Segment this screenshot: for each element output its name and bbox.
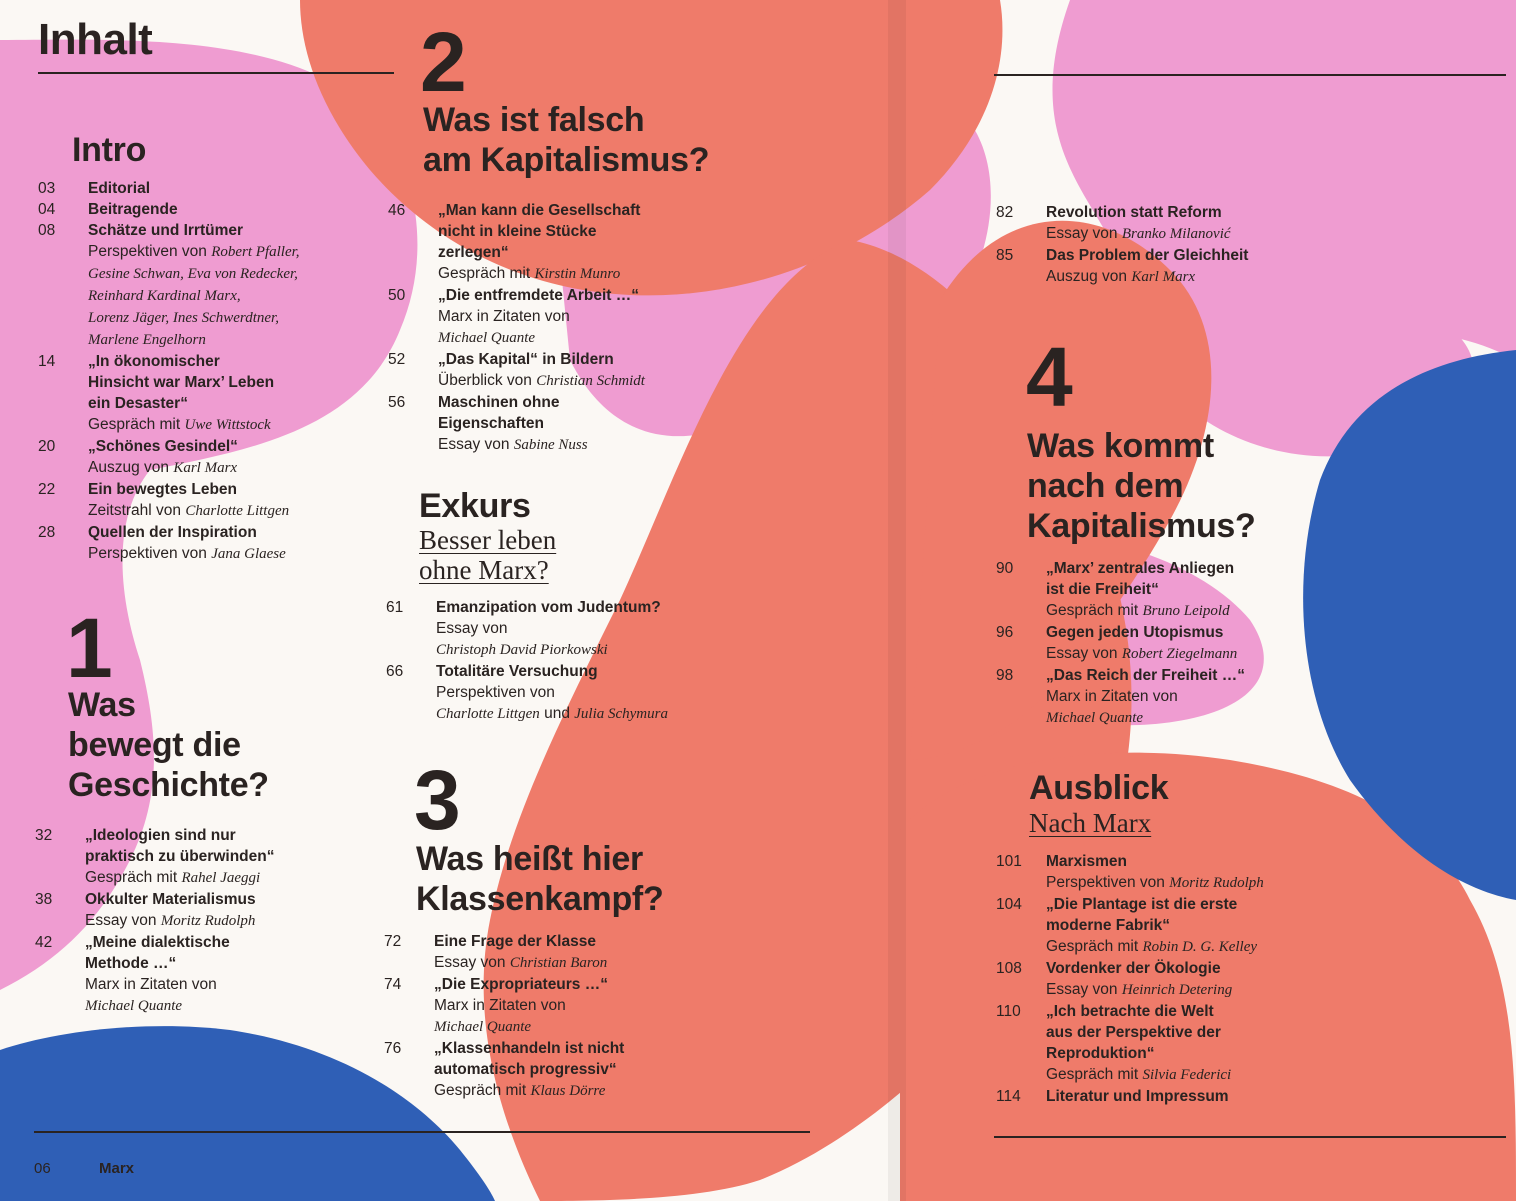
toc-entry-authors: Heinrich Detering: [1121, 982, 1233, 998]
toc-entry-authors: Jana Glaese: [211, 546, 286, 562]
right-top-list: [996, 202, 1336, 288]
toc-entry: [996, 958, 1336, 1001]
toc-entry-authors: Robert Pfaller, Gesine Schwan, Eva von Redecker, Reinhard Kardinal Marx, Lorenz Jäger, Ines Schwerdtner, Marlene Engelhorn: [88, 244, 300, 348]
section-number-1: 1: [66, 601, 111, 695]
ausblick-list: [996, 851, 1336, 1107]
toc-page-number: 08: [38, 222, 56, 239]
toc-entry-authors: Branko Milanović: [1121, 226, 1231, 242]
intro-list: [38, 178, 368, 565]
footer-rule-left: [34, 1131, 810, 1133]
section-title-ausblick: Ausblick: [1029, 769, 1169, 807]
toc-entry-type: Gespräch mit: [1046, 938, 1143, 955]
toc-entry-title: Das Problem der Gleichheit: [1046, 247, 1249, 264]
toc-entry-description: [438, 263, 728, 285]
toc-entry-type: Essay von: [1046, 981, 1122, 998]
toc-entry-title: „Das Reich der Freiheit …“: [1046, 667, 1245, 684]
toc-entry-title: Emanzipation vom Judentum?: [436, 599, 661, 616]
toc-entry-description: [85, 910, 365, 932]
section-2-list: [388, 200, 728, 456]
toc-entry: [996, 665, 1336, 729]
toc-entry-type: Gespräch mit: [438, 265, 535, 282]
toc-page-number: 38: [35, 891, 53, 908]
header-rule-left: [38, 72, 394, 74]
toc-entry-title: Editorial: [88, 180, 151, 197]
toc-entry-type: Essay von: [1046, 225, 1122, 242]
toc-page-number: 85: [996, 247, 1014, 264]
toc-entry-type: Gespräch mit: [88, 416, 185, 433]
toc-entry-description: [1046, 643, 1336, 665]
section-title-1: Was bewegt die Geschichte?: [68, 686, 269, 804]
toc-page-number: 50: [388, 287, 406, 304]
toc-entry-description: [1046, 686, 1336, 729]
toc-entry: [996, 622, 1336, 665]
toc-page-number: 52: [388, 351, 406, 368]
section-subtitle-ausblick: Nach Marx: [1029, 808, 1152, 838]
toc-entry: [996, 202, 1336, 245]
toc-page-number: 82: [996, 204, 1014, 221]
section-1-list: [35, 825, 365, 1017]
toc-entry-authors: Christoph David Piorkowski: [436, 642, 608, 658]
toc-entry-title: Beitragende: [88, 201, 178, 218]
toc-entry: [35, 889, 365, 932]
toc-entry-type: Essay von: [438, 436, 514, 453]
toc-entry-authors: Klaus Dörre: [530, 1083, 606, 1099]
toc-entry-type: Essay von: [436, 620, 508, 637]
toc-entry-type: Gespräch mit: [85, 869, 182, 886]
toc-entry-type: Gespräch mit: [1046, 1066, 1143, 1083]
toc-entry-title: „In ökonomischer Hinsicht war Marx’ Leben ein Desaster“: [88, 353, 275, 412]
toc-entry-authors: Kirstin Munro: [534, 266, 621, 282]
toc-entry-type: Essay von: [434, 954, 510, 971]
toc-entry-authors: Christian Schmidt: [536, 373, 645, 389]
toc-entry-description: [88, 241, 368, 351]
toc-entry: [384, 974, 724, 1038]
exkurs-list: [386, 597, 726, 725]
toc-entry-authors: Michael Quante: [1046, 710, 1144, 726]
toc-entry-title: Schätze und Irrtümer: [88, 222, 244, 239]
toc-entry-conjunction: und: [539, 705, 575, 722]
toc-entry-authors: Moritz Rudolph: [160, 913, 256, 929]
toc-page-number: 98: [996, 667, 1014, 684]
toc-page-number: 110: [996, 1003, 1021, 1020]
toc-entry-type: Perspektiven von: [1046, 874, 1170, 891]
section-number-4: 4: [1026, 330, 1071, 424]
section-title-exkurs: Exkurs: [419, 487, 531, 525]
toc-entry-description: [1046, 936, 1336, 958]
toc-entry-title: „Die entfremdete Arbeit …“: [438, 287, 639, 304]
toc-entry-authors: Julia Schymura: [574, 706, 668, 722]
toc-entry-type: Auszug von: [88, 459, 174, 476]
section-title-4: Was kommt nach dem Kapitalismus?: [1027, 427, 1256, 545]
toc-entry-title: Maschinen ohne Eigenschaften: [438, 394, 560, 432]
toc-entry: [996, 245, 1336, 288]
toc-entry: [38, 479, 368, 522]
toc-entry-type: Marx in Zitaten von: [85, 976, 217, 993]
toc-entry-description: [434, 1080, 724, 1102]
page-gutter-shadow: [888, 0, 906, 1201]
toc-page-number: 104: [996, 896, 1022, 913]
toc-entry-authors: Michael Quante: [438, 330, 536, 346]
toc-entry-description: [436, 618, 726, 661]
toc-entry: [388, 200, 728, 285]
toc-entry: [38, 522, 368, 565]
toc-entry-title: „Marx’ zentrales Anliegen ist die Freiheit“: [1046, 560, 1235, 598]
toc-page-number: 90: [996, 560, 1014, 577]
toc-page-number: 03: [38, 180, 56, 197]
toc-entry-title: „Ich betrachte die Welt aus der Perspektive der Reproduktion“: [1046, 1003, 1221, 1062]
toc-entry-description: [1046, 979, 1336, 1001]
toc-entry-description: [1046, 600, 1336, 622]
toc-entry-type: Gespräch mit: [1046, 602, 1143, 619]
toc-entry-title: „Ideologien sind nur praktisch zu überwinden“: [85, 827, 275, 865]
toc-page-number: 66: [386, 663, 404, 680]
toc-entry: [996, 1001, 1336, 1086]
toc-entry-type: Marx in Zitaten von: [434, 997, 566, 1014]
toc-entry: [996, 1086, 1336, 1107]
toc-page-number: 72: [384, 933, 402, 950]
toc-entry-title: Literatur und Impressum: [1046, 1088, 1229, 1105]
toc-page-number: 74: [384, 976, 402, 993]
toc-entry-description: [438, 370, 728, 392]
toc-entry: [996, 894, 1336, 958]
toc-entry: [388, 392, 728, 456]
toc-entry-description: [88, 414, 368, 436]
section-subtitle-exkurs: Besser leben ohne Marx?: [419, 525, 557, 585]
toc-entry-description: [434, 952, 724, 974]
toc-entry-type: Zeitstrahl von: [88, 502, 186, 519]
section-number-2: 2: [420, 15, 465, 109]
toc-entry-type: Marx in Zitaten von: [1046, 688, 1178, 705]
toc-entry-description: [1046, 1064, 1336, 1086]
page-title: Inhalt: [38, 15, 153, 64]
toc-entry: [35, 825, 365, 889]
toc-entry: [386, 597, 726, 661]
toc-entry-type: Überblick von: [438, 372, 537, 389]
toc-entry-description: [436, 682, 726, 725]
toc-entry-description: [88, 457, 368, 479]
toc-page-number: 42: [35, 934, 53, 951]
toc-entry-description: [88, 543, 368, 565]
toc-entry-description: [1046, 266, 1336, 288]
toc-entry-description: [85, 867, 365, 889]
toc-entry-authors: Karl Marx: [1131, 269, 1196, 285]
toc-entry-type: Perspektiven von: [88, 243, 212, 260]
section-4-list: [996, 558, 1336, 729]
toc-entry-authors: Robert Ziegelmann: [1121, 646, 1238, 662]
toc-entry: [386, 661, 726, 725]
toc-entry-title: „Schönes Gesindel“: [88, 438, 238, 455]
footer-page-number: 06: [34, 1160, 51, 1177]
toc-entry-title: Revolution statt Reform: [1046, 204, 1222, 221]
section-3-list: [384, 931, 724, 1102]
toc-entry-authors: Uwe Wittstock: [184, 417, 271, 433]
toc-entry-description: [88, 500, 368, 522]
toc-entry: [38, 220, 368, 351]
toc-entry-authors: Karl Marx: [173, 460, 238, 476]
footer-rule-right: [994, 1136, 1506, 1138]
toc-page-number: 61: [386, 599, 404, 616]
toc-entry-description: [438, 306, 728, 349]
toc-entry: [38, 436, 368, 479]
toc-entry-description: [1046, 872, 1336, 894]
toc-entry: [38, 199, 368, 220]
section-number-3: 3: [414, 753, 459, 847]
toc-entry-type: Auszug von: [1046, 268, 1132, 285]
toc-entry-title: „Meine dialektische Methode …“: [85, 934, 230, 972]
toc-entry-type: Marx in Zitaten von: [438, 308, 570, 325]
toc-entry: [996, 558, 1336, 622]
toc-entry-title: Eine Frage der Klasse: [434, 933, 596, 950]
toc-page-number: 56: [388, 394, 406, 411]
toc-entry-title: Quellen der Inspiration: [88, 524, 257, 541]
toc-page-number: 28: [38, 524, 56, 541]
toc-entry-description: [434, 995, 724, 1038]
toc-entry-authors: Michael Quante: [434, 1019, 532, 1035]
toc-entry-title: Marxismen: [1046, 853, 1127, 870]
toc-entry-type: Perspektiven von: [436, 684, 555, 701]
toc-entry-type: Gespräch mit: [434, 1082, 531, 1099]
toc-entry: [38, 351, 368, 436]
toc-entry-authors: Bruno Leipold: [1142, 603, 1230, 619]
toc-entry-description: [85, 974, 365, 1017]
section-title-intro: Intro: [72, 131, 147, 169]
toc-entry: [996, 851, 1336, 894]
toc-entry-title: Totalitäre Versuchung: [436, 663, 598, 680]
toc-entry-authors: Sabine Nuss: [513, 437, 588, 453]
toc-entry-authors: Charlotte Littgen: [436, 706, 540, 722]
toc-page-number: 14: [38, 353, 56, 370]
toc-entry-title: „Klassenhandeln ist nicht automatisch progressiv“: [434, 1040, 625, 1078]
toc-entry-title: „Die Expropriateurs …“: [434, 976, 608, 993]
toc-page-number: 04: [38, 201, 56, 218]
toc-entry-title: „Das Kapital“ in Bildern: [438, 351, 614, 368]
toc-entry-title: „Die Plantage ist die erste moderne Fabrik“: [1046, 896, 1238, 934]
toc-entry-type: Essay von: [85, 912, 161, 929]
toc-entry: [388, 285, 728, 349]
toc-entry: [388, 349, 728, 392]
toc-entry-authors: Michael Quante: [85, 998, 183, 1014]
toc-entry: [384, 931, 724, 974]
toc-entry-authors: Moritz Rudolph: [1169, 875, 1264, 891]
toc-entry-title: Gegen jeden Utopismus: [1046, 624, 1224, 641]
section-title-3: Was heißt hier Klassenkampf?: [416, 840, 664, 918]
toc-entry: [38, 178, 368, 199]
toc-entry-description: [1046, 223, 1336, 245]
toc-entry-title: Ein bewegtes Leben: [88, 481, 238, 498]
toc-entry: [384, 1038, 724, 1102]
toc-entry-title: Okkulter Materialismus: [85, 891, 256, 908]
toc-entry-authors: Charlotte Littgen: [185, 503, 290, 519]
toc-entry-authors: Rahel Jaeggi: [181, 870, 261, 886]
toc-page-number: 32: [35, 827, 53, 844]
toc-page-number: 46: [388, 202, 406, 219]
toc-page-number: 108: [996, 960, 1022, 977]
toc-page-number: 101: [996, 853, 1022, 870]
toc-entry-authors: Silvia Federici: [1142, 1067, 1232, 1083]
toc-page-number: 20: [38, 438, 56, 455]
toc-entry-type: Essay von: [1046, 645, 1122, 662]
toc-entry: [35, 932, 365, 1017]
toc-page-number: 22: [38, 481, 56, 498]
toc-page-number: 96: [996, 624, 1014, 641]
section-title-2: Was ist falsch am Kapitalismus?: [423, 101, 710, 179]
toc-entry-authors: Christian Baron: [509, 955, 608, 971]
toc-entry-type: Perspektiven von: [88, 545, 212, 562]
toc-page-number: 76: [384, 1040, 402, 1057]
toc-entry-title: Vordenker der Ökologie: [1046, 960, 1221, 977]
toc-entry-description: [438, 434, 728, 456]
header-rule-right: [994, 74, 1506, 76]
toc-entry-authors: Robin D. G. Kelley: [1142, 939, 1258, 955]
toc-entry-title: „Man kann die Gesellschaft nicht in kleine Stücke zerlegen“: [438, 202, 641, 261]
toc-page-number: 114: [996, 1088, 1021, 1105]
footer-magazine-title: Marx: [99, 1160, 135, 1177]
